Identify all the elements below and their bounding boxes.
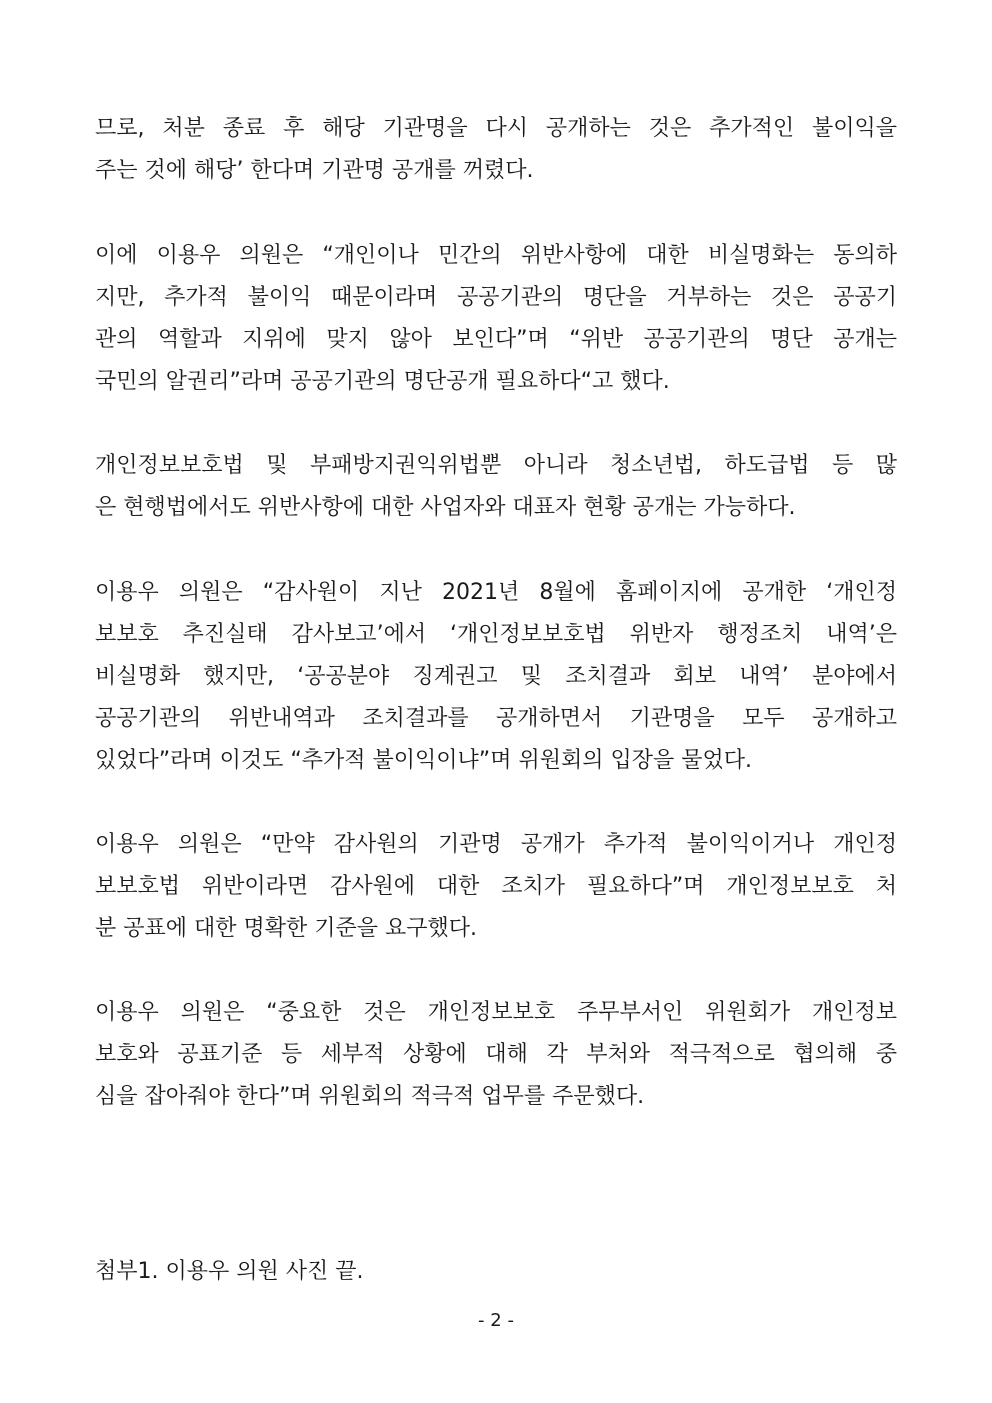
text-line: 비실명화 했지만, ‘공공분야 징계권고 및 조치결과 회보 내역’ 분야에서 [95, 664, 897, 689]
paragraph-4 [95, 572, 897, 782]
text-line: 은 현행법에서도 위반사항에 대한 사업자와 대표자 현황 공개는 가능하다. [95, 495, 796, 520]
text-line: 보보호 추진실태 감사보고’에서 ‘개인정보보호법 위반자 행정조치 내역’은 [95, 622, 897, 647]
text-line: 주는 것에 해당’ 한다며 기관명 공개를 꺼렸다. [95, 158, 534, 183]
text-line: 관의 역할과 지위에 맞지 않아 보인다”며 “위반 공공기관의 명단 공개는 [95, 327, 897, 352]
text-line: 공공기관의 위반내역과 조치결과를 공개하면서 기관명을 모두 공개하고 [95, 706, 897, 731]
text-line: 국민의 알권리”라며 공공기관의 명단공개 필요하다“고 했다. [95, 369, 670, 394]
text-line: 분 공표에 대한 명확한 기준을 요구했다. [95, 916, 477, 941]
paragraph-6 [95, 992, 897, 1118]
text-line: 이용우 의원은 “감사원이 지난 2021년 8월에 홈페이지에 공개한 ‘개인정 [95, 580, 897, 605]
paragraph-5 [95, 824, 897, 950]
text-line: 이용우 의원은 “중요한 것은 개인정보보호 주무부서인 위원회가 개인정보 [95, 1000, 897, 1025]
paragraph-3 [95, 445, 897, 529]
text-line: 있었다”라며 이것도 “추가적 불이익이냐”며 위원회의 입장을 물었다. [95, 748, 752, 773]
text-line: 심을 잡아줘야 한다”며 위원회의 적극적 업무를 주문했다. [95, 1084, 645, 1109]
text-line: 보보호법 위반이라면 감사원에 대한 조치가 필요하다”며 개인정보보호 처 [95, 874, 897, 899]
text-line: 개인정보보호법 및 부패방지권익위법뿐 아니라 청소년법, 하도급법 등 많 [95, 453, 897, 478]
paragraph-1 [95, 108, 897, 192]
text-line: 이에 이용우 의원은 “개인이나 민간의 위반사항에 대한 비실명화는 동의하 [95, 243, 897, 268]
text-line: 지만, 추가적 불이익 때문이라며 공공기관의 명단을 거부하는 것은 공공기 [95, 285, 897, 310]
text-line: 므로, 처분 종료 후 해당 기관명을 다시 공개하는 것은 추가적인 불이익을 [95, 116, 897, 141]
text-line: 보호와 공표기준 등 세부적 상황에 대해 각 부처와 적극적으로 협의해 중 [95, 1042, 897, 1067]
text-line: 이용우 의원은 “만약 감사원의 기관명 공개가 추가적 불이익이거나 개인정 [95, 832, 897, 857]
attachment-note: 첨부1. 이용우 의원 사진 끝. [95, 1259, 364, 1284]
page-number: - 2 - [478, 1310, 514, 1331]
paragraph-2 [95, 235, 897, 403]
